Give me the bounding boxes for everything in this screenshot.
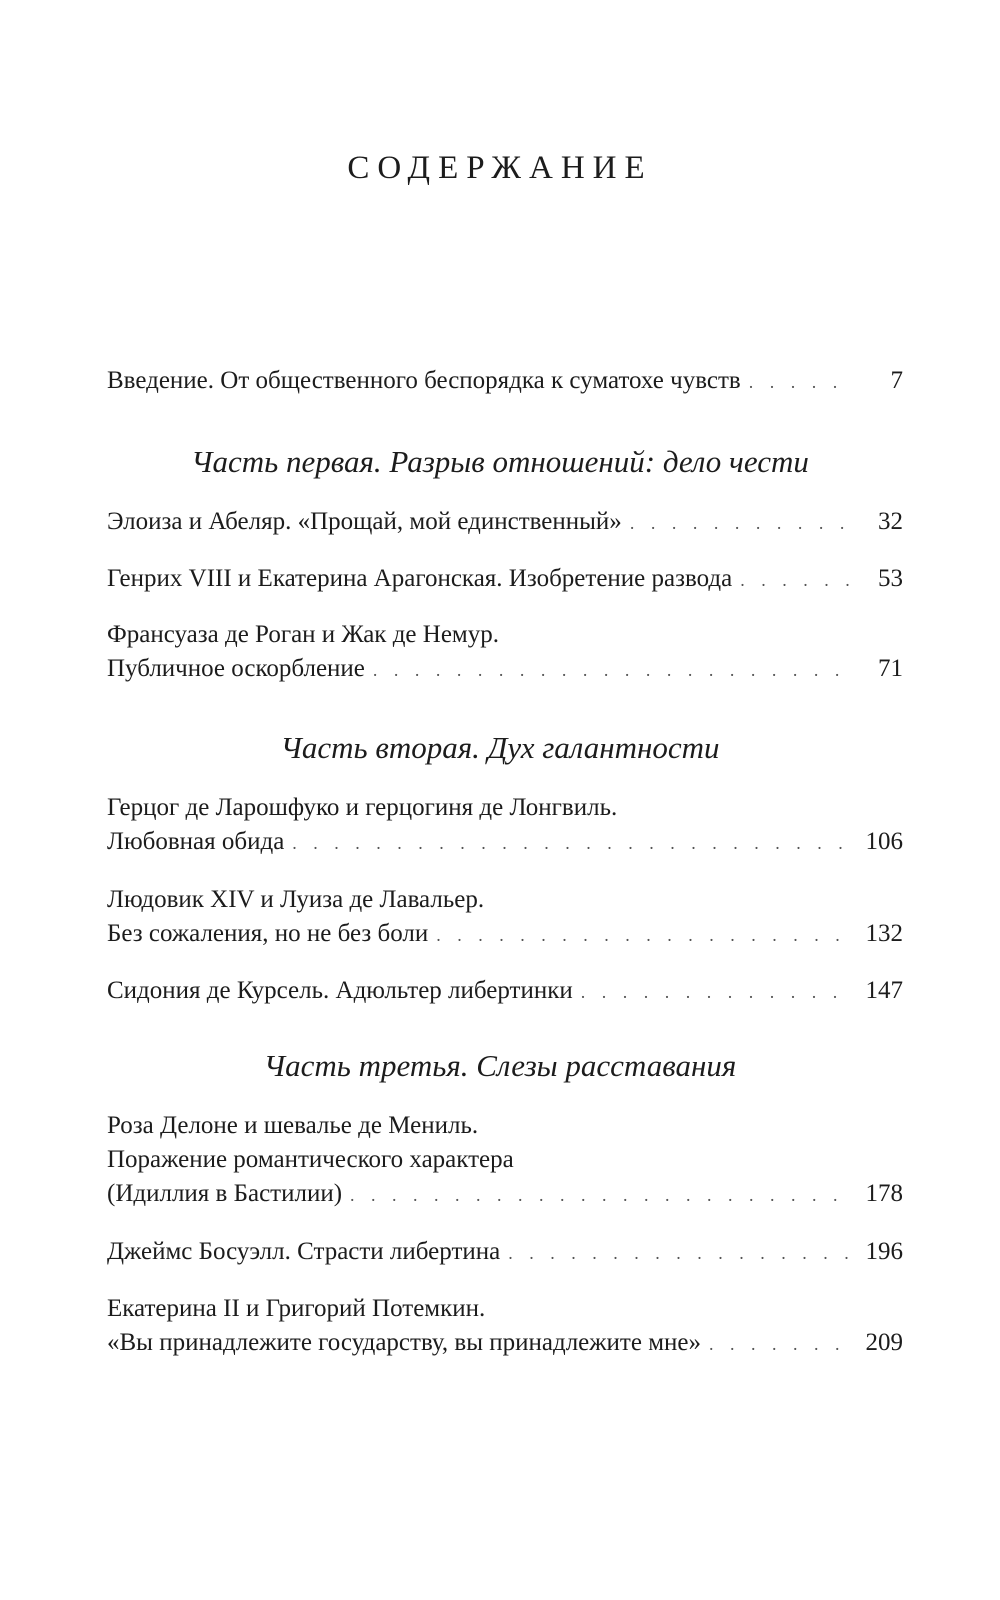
toc-entry[interactable]: [107, 1292, 903, 1361]
toc-entry[interactable]: [107, 505, 903, 540]
entry-title-line: Франсуаза де Роган и Жак де Немур.: [107, 621, 499, 648]
leader-dots: [740, 563, 853, 597]
entry-title-line: Поражение романтического характера: [107, 1146, 514, 1173]
entry-title-line: Роза Делоне и шевалье де Мениль.: [107, 1112, 479, 1139]
leader-dots: [292, 826, 853, 860]
toc-entry[interactable]: [107, 562, 903, 597]
page-number: 32: [878, 508, 903, 535]
entry-title-line: Любовная обида: [107, 828, 285, 855]
entry-title: Введение. От общественного беспорядка к суматохе чувств: [107, 367, 741, 394]
leader-dots: [749, 365, 853, 399]
entry-title-line: Екатерина II и Григорий Потемкин.: [107, 1295, 486, 1322]
entry-title-line: Людовик XIV и Луиза де Лавальер.: [107, 886, 485, 913]
leader-dots: [709, 1327, 853, 1361]
page-number: 7: [890, 367, 903, 394]
entry-title-line: «Вы принадлежите государству, вы принадлежите мне»: [107, 1329, 701, 1356]
toc-entry[interactable]: [107, 1235, 903, 1270]
leader-dots: [508, 1236, 853, 1270]
page-number: 71: [878, 655, 903, 682]
page-number: 132: [865, 920, 903, 947]
entry-title-line: Герцог де Ларошфуко и герцогиня де Лонгвиль.: [107, 794, 618, 821]
part-heading-2: Часть вторая. Дух галантности: [280, 730, 720, 765]
page-title: СОДЕРЖАНИЕ: [347, 150, 653, 186]
page-number: 196: [865, 1238, 903, 1265]
leader-dots: [350, 1178, 853, 1212]
entry-title-line: Без сожаления, но не без боли: [107, 920, 429, 947]
entry-title: Сидония де Курсель. Адюльтер либертинки: [107, 977, 573, 1004]
page-number: 106: [865, 828, 903, 855]
leader-dots: [581, 975, 853, 1009]
page-number: 178: [865, 1180, 903, 1207]
entry-title: Джеймс Босуэлл. Страсти либертина: [107, 1238, 501, 1265]
toc-entry[interactable]: [107, 791, 903, 860]
entry-title: Элоиза и Абеляр. «Прощай, мой единственный»: [107, 508, 622, 535]
part-heading-1: Часть первая. Разрыв отношений: дело чести: [191, 444, 809, 479]
page-number: 209: [865, 1329, 903, 1356]
page-number: 147: [865, 977, 903, 1004]
leader-dots: [373, 653, 853, 687]
entry-title-line: (Идиллия в Бастилии): [107, 1180, 343, 1207]
entry-title-line: Публичное оскорбление: [107, 655, 365, 682]
toc-entry[interactable]: [107, 618, 903, 687]
leader-dots: [630, 506, 853, 540]
page-number: 53: [878, 565, 903, 592]
toc-entry[interactable]: [107, 883, 903, 952]
toc-entry[interactable]: [107, 974, 903, 1009]
toc-entry-intro[interactable]: [107, 364, 903, 399]
entry-title: Генрих VIII и Екатерина Арагонская. Изобретение развода: [107, 565, 733, 592]
toc-entry[interactable]: [107, 1109, 903, 1212]
leader-dots: [436, 918, 853, 952]
part-heading-3: Часть третья. Слезы расставания: [263, 1048, 737, 1083]
